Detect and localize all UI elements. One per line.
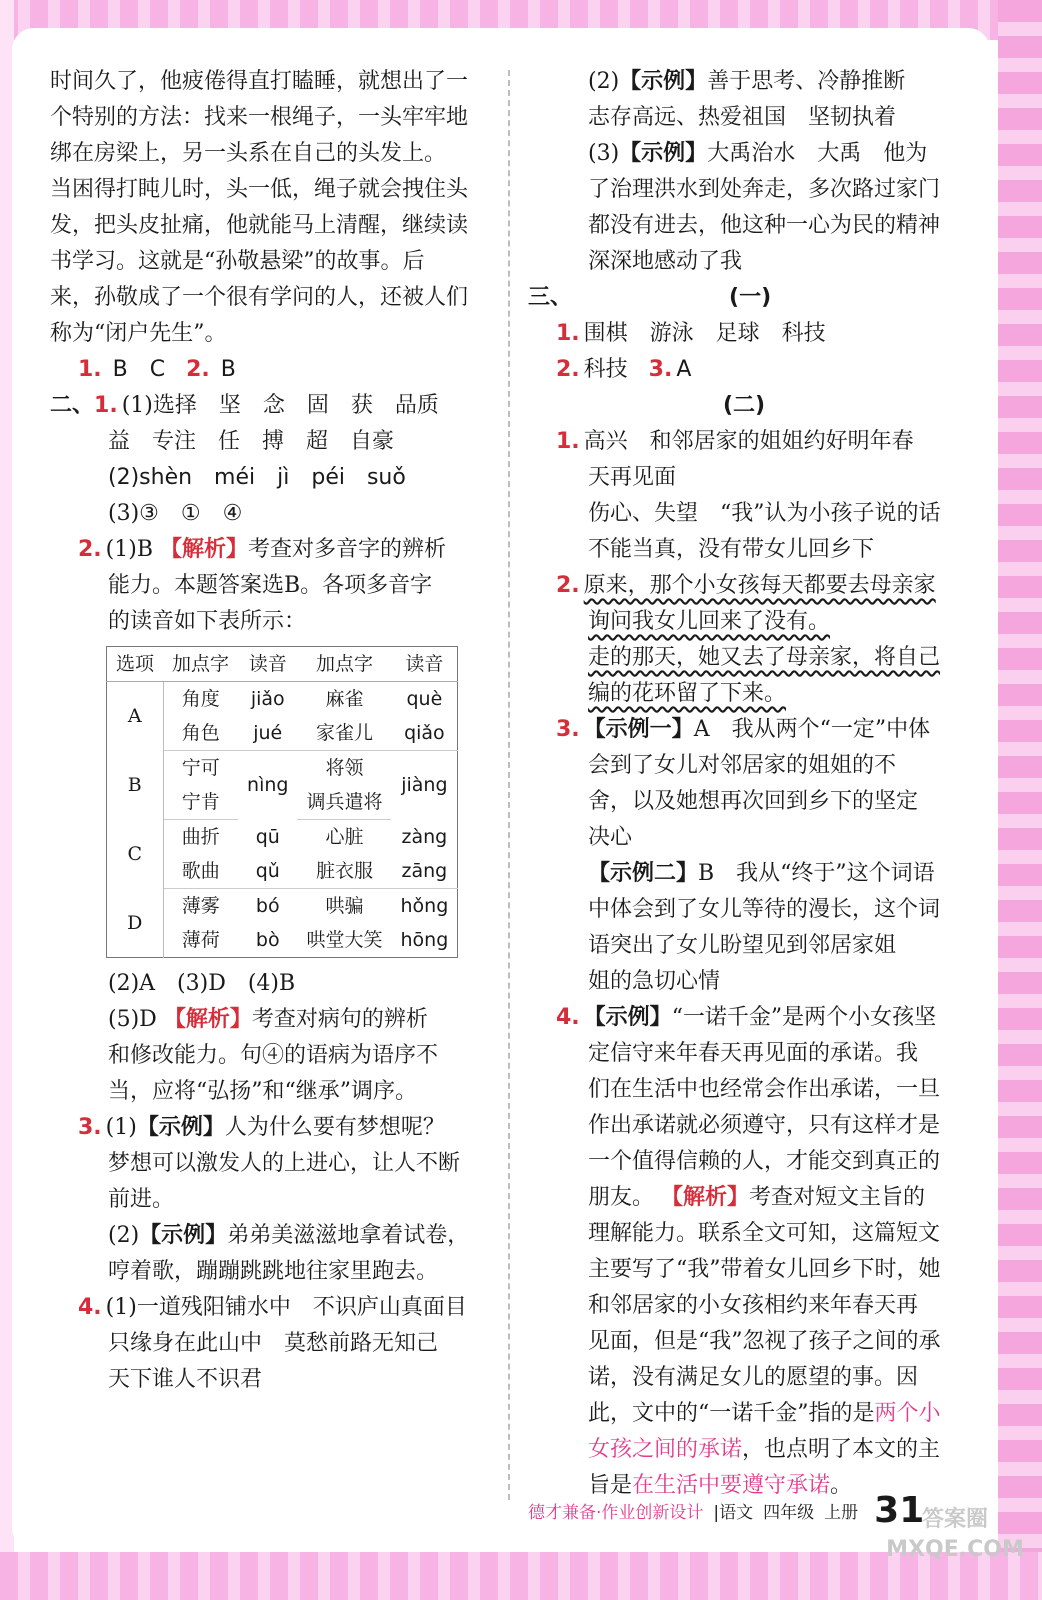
- intro-line: 书学习。这就是“孙敬悬梁”的故事。后: [50, 249, 425, 274]
- table-row: [107, 820, 458, 855]
- option-cell: A: [107, 682, 164, 751]
- table-header-row: [107, 647, 458, 682]
- answer-line: (3)③ ① ④: [108, 501, 243, 526]
- analysis-tag: 【解析】: [661, 1185, 750, 1210]
- analysis-text: 能力。本题答案选B。各项多音字: [108, 573, 433, 598]
- underlined-quote: 原来，那个小女孩每天都要去母亲家: [583, 573, 936, 598]
- option-cell: B: [107, 751, 164, 820]
- answer-text: B 我从“终于”这个词语: [698, 861, 935, 886]
- answer-text: (2): [108, 1223, 140, 1248]
- answer-line: 伤心、失望 “我”认为小孩子说的话: [588, 501, 941, 526]
- underlined-line: [528, 676, 960, 712]
- part-heading: (一): [729, 285, 772, 310]
- answer-line: 中体会到了女儿等待的漫长，这个词: [588, 897, 941, 922]
- answer-text: 围棋 游泳 足球 科技: [583, 321, 826, 346]
- answer-line: 都没有进去，他这种一心为民的精神: [588, 213, 941, 238]
- footer-brand: 德才兼备·作业创新设计: [528, 1502, 704, 1523]
- analysis-text: 考查对病句的辨析: [251, 1007, 428, 1032]
- underlined-line: [528, 640, 960, 676]
- analysis-line: [528, 1432, 960, 1468]
- example-tag: 【示例】: [619, 141, 708, 166]
- answer-1-2: [50, 352, 482, 388]
- answer-text: 弟弟美滋滋地拿着试卷，: [227, 1223, 470, 1248]
- table-cell: 曲折: [181, 826, 220, 848]
- question-number: 1.: [556, 321, 580, 346]
- footer-grade: 四年级: [763, 1502, 815, 1523]
- highlight-text: 两个小: [874, 1401, 941, 1426]
- answer-text: 大禹治水 大禹 他为: [707, 141, 928, 166]
- question-number: 3.: [648, 357, 673, 382]
- example-tag: 【示例二】: [588, 861, 699, 886]
- table-cell: hǒng: [400, 895, 449, 917]
- answer-text: 科技: [583, 357, 628, 382]
- answer-line: 哼着歌，蹦蹦跳跳地往家里跑去。: [108, 1259, 439, 1284]
- table-cell: 调兵遣将: [297, 785, 391, 820]
- column-divider: [508, 70, 510, 1500]
- answer-line: 梦想可以激发人的上进心，让人不断: [108, 1151, 461, 1176]
- footer-volume: 上册: [824, 1502, 859, 1523]
- question-number: 3.: [78, 1115, 102, 1140]
- q3-line-2: [50, 1218, 482, 1254]
- part2-q2: [528, 568, 960, 604]
- answer-text: (1): [105, 1115, 137, 1140]
- section-heading: 三、: [528, 285, 573, 310]
- table-cell: nìng: [247, 774, 289, 797]
- r2-line-1: [528, 64, 960, 100]
- answer-line: (1)选择 坚 念 固 获 品质: [121, 393, 439, 418]
- table-cell: hōng: [400, 929, 449, 951]
- answer-line: 定信守来年春天再见面的承诺。我: [588, 1041, 919, 1066]
- answer-text: (2): [588, 69, 620, 94]
- analysis-line: [528, 1396, 960, 1432]
- analysis-text: 。: [830, 1473, 853, 1498]
- answer-line: 了治理洪水到处奔走，多次路过家门: [588, 177, 941, 202]
- analysis-text: 诺，没有满足女儿的愿望的事。因: [588, 1365, 919, 1390]
- analysis-text: 和修改能力。句④的语病为语序不: [108, 1043, 439, 1068]
- table-cell: jiàng: [401, 774, 448, 797]
- section-3-heading-row: [528, 280, 960, 316]
- answer-text: 高兴 和邻居家的姐姐约好明年春: [583, 429, 914, 454]
- table-cell: 哄骗: [325, 895, 364, 917]
- example-tag: 【示例】: [619, 69, 708, 94]
- answer-line: 决心: [588, 825, 633, 850]
- question-number: 1.: [94, 393, 118, 418]
- right-column: [528, 64, 960, 1504]
- table-cell: 麻雀: [325, 688, 364, 710]
- answer-line: 益 专注 任 搏 超 自豪: [108, 429, 395, 454]
- answer-text: (5)D: [108, 1007, 157, 1032]
- underlined-quote: 编的花环留了下来。: [588, 681, 787, 706]
- table-header: 加点字: [297, 647, 391, 682]
- intro-line: 绑在房梁上，另一头系在自己的头发上。: [50, 141, 447, 166]
- analysis-text: ，也点明了本文的主: [742, 1437, 941, 1462]
- example-tag: 【示例】: [583, 1005, 672, 1030]
- answer-text: B: [220, 357, 236, 382]
- decorative-border-right: [998, 0, 1042, 1600]
- table-cell: 宁肯: [163, 785, 238, 820]
- intro-line: 称为“闭户先生”。: [50, 321, 227, 346]
- question-number: 2.: [78, 537, 102, 562]
- answer-line: 语突出了女儿盼望见到邻居家姐: [588, 933, 897, 958]
- page-number: 31: [874, 1489, 925, 1531]
- table-cell: 薄雾: [181, 895, 220, 917]
- table-cell: 心脏: [325, 826, 364, 848]
- table-cell: jué: [238, 716, 297, 751]
- answer-line: 舍，以及她想再次回到乡下的坚定: [588, 789, 919, 814]
- table-cell: 角色: [163, 716, 238, 751]
- answer-text: (1)B: [105, 537, 154, 562]
- analysis-text: 考查对多音字的辨析: [248, 537, 447, 562]
- answer-text: A 我从两个“一定”中体: [693, 717, 931, 742]
- analysis-text: 的读音如下表所示：: [108, 609, 307, 634]
- option-cell: C: [107, 820, 164, 889]
- answer-text: 善于思考、冷静推断: [707, 69, 906, 94]
- question-number: 3.: [556, 717, 580, 742]
- answer-text: 朋友。: [588, 1185, 655, 1210]
- analysis-text: 理解能力。联系全文可知，这篇短文: [588, 1221, 941, 1246]
- answer-text: B C: [112, 357, 166, 382]
- polyphone-table: [106, 646, 458, 958]
- answer-text: (3): [588, 141, 620, 166]
- intro-line: 当困得打盹儿时，头一低，绳子就会拽住头: [50, 177, 469, 202]
- question-number: 1.: [556, 429, 580, 454]
- underlined-line: [528, 604, 960, 640]
- answer-text: A: [676, 357, 692, 382]
- table-header: 选项: [107, 647, 164, 682]
- table-cell: qiǎo: [391, 716, 457, 751]
- answer-line: 深深地感动了我: [588, 249, 743, 274]
- footer-subject: |语文: [713, 1502, 754, 1523]
- answer-text: (1)一道残阳铺水中 不识庐山真面目: [105, 1295, 467, 1320]
- question-number: 4.: [78, 1295, 102, 1320]
- r3-line-1: [528, 136, 960, 172]
- table-cell: 歌曲: [163, 854, 238, 889]
- question-number: 2.: [556, 573, 580, 598]
- table-cell: zàng: [401, 825, 448, 848]
- table-cell: jiǎo: [250, 688, 285, 710]
- answer-line: 会到了女儿对邻居家的姐姐的不: [588, 753, 897, 778]
- table-cell: zāng: [391, 854, 457, 889]
- answer-line: 只缘身在此山中 莫愁前路无知己: [108, 1331, 439, 1356]
- section-heading: 二、: [50, 393, 95, 418]
- table-cell: 宁可: [181, 757, 220, 779]
- table-cell: 角度: [181, 688, 220, 710]
- part1-q2-q3: [528, 352, 960, 388]
- table-row: [107, 751, 458, 786]
- answer-line: 前进。: [108, 1187, 175, 1212]
- part2-q1: [528, 424, 960, 460]
- option-cell: D: [107, 889, 164, 958]
- answer-line: 天下谁人不识君: [108, 1367, 263, 1392]
- table-header: 读音: [391, 647, 457, 682]
- q4-line-1: [50, 1290, 482, 1326]
- table-cell: bò: [255, 929, 280, 951]
- answer-line: 不能当真，没有带女儿回乡下: [588, 537, 875, 562]
- table-cell: bó: [255, 895, 280, 917]
- question-number: 1.: [78, 357, 102, 382]
- example-2-line: [528, 856, 960, 892]
- analysis-tag: 【解析】: [163, 1007, 252, 1032]
- table-header: 读音: [238, 647, 297, 682]
- question-number: 4.: [556, 1005, 580, 1030]
- table-cell: 哄堂大笑: [306, 929, 383, 951]
- answer-text: 人为什么要有梦想呢？: [224, 1115, 445, 1140]
- highlight-text: 在生活中要遵守承诺: [632, 1473, 831, 1498]
- watermark-logo: [880, 1505, 1030, 1590]
- analysis-tag: 【解析】: [160, 537, 249, 562]
- watermark-text: MXQE.COM: [886, 1537, 1024, 1562]
- analysis-text: 主要写了“我”带着女儿回乡下时，她: [588, 1257, 941, 1282]
- answer-line: 天再见面: [588, 465, 677, 490]
- analysis-text: 见面，但是“我”忽视了孩子之间的承: [588, 1329, 941, 1354]
- underlined-quote: 询问我女儿回来了没有。: [588, 609, 831, 634]
- table-cell: què: [406, 688, 443, 710]
- q3-line-1: [50, 1110, 482, 1146]
- answer-line: 作出承诺就必须遵守，只有这样才是: [588, 1113, 941, 1138]
- intro-line: 时间久了，他疲倦得直打瞌睡，就想出了一: [50, 69, 469, 94]
- analysis-text: 当，应将“弘扬”和“继承”调序。: [108, 1079, 417, 1104]
- table-cell: 将领: [325, 757, 364, 779]
- analysis-text: 此，文中的“一诺千金”指的是: [588, 1401, 875, 1426]
- analysis-text: 考查对短文主旨的: [749, 1185, 926, 1210]
- q4-analysis-start: [528, 1180, 960, 1216]
- table-row: [107, 682, 458, 717]
- answer-line: 志存高远、热爱祖国 坚韧执着: [588, 105, 897, 130]
- intro-line: 个特别的方法：找来一根绳子，一头牢牢地: [50, 105, 469, 130]
- part-heading: (二): [722, 393, 766, 418]
- table-row: [107, 889, 458, 924]
- underlined-quote: 走的那天，她又去了母亲家，将自己: [588, 645, 941, 670]
- highlight-text: 女孩之间的承诺: [588, 1437, 743, 1462]
- section-2-q1: [50, 388, 482, 424]
- question-number: 2.: [556, 357, 580, 382]
- left-column: [50, 64, 482, 1398]
- pinyin-line: (2)shèn méi jì péi suǒ: [108, 465, 406, 490]
- answer-line: 一个值得信赖的人，才能交到真正的: [588, 1149, 941, 1174]
- part2-q4: [528, 1000, 960, 1036]
- answer-text: “一诺千金”是两个小女孩坚: [671, 1005, 937, 1030]
- answer-line: 们在生活中也经常会作出承诺，一旦: [588, 1077, 941, 1102]
- part1-q1: [528, 316, 960, 352]
- table-cell: 薄荷: [181, 929, 220, 951]
- example-tag: 【示例】: [136, 1115, 225, 1140]
- table-cell: qū: [255, 825, 280, 848]
- intro-line: 发，把头皮扯痛，他就能马上清醒，继续读: [50, 213, 469, 238]
- question-number: 2.: [186, 357, 210, 382]
- answer-line: 姐的急切心情: [588, 969, 721, 994]
- analysis-text: 旨是: [588, 1473, 633, 1498]
- analysis-text: 和邻居家的小女孩相约来年春天再: [588, 1293, 919, 1318]
- intro-line: 来，孙敬成了一个很有学问的人，还被人们: [50, 285, 469, 310]
- q2-5-line: [50, 1002, 482, 1038]
- example-tag: 【示例一】: [583, 717, 694, 742]
- answer-line: (2)A (3)D (4)B: [108, 971, 296, 996]
- table-cell: 脏衣服: [297, 854, 391, 889]
- example-tag: 【示例】: [139, 1223, 228, 1248]
- q2-intro: [50, 532, 482, 568]
- part2-q3: [528, 712, 960, 748]
- table-cell: qǔ: [238, 854, 297, 889]
- table-cell: 家雀儿: [297, 716, 391, 751]
- watermark-text: 答案圈: [921, 1507, 988, 1532]
- table-header: 加点字: [163, 647, 238, 682]
